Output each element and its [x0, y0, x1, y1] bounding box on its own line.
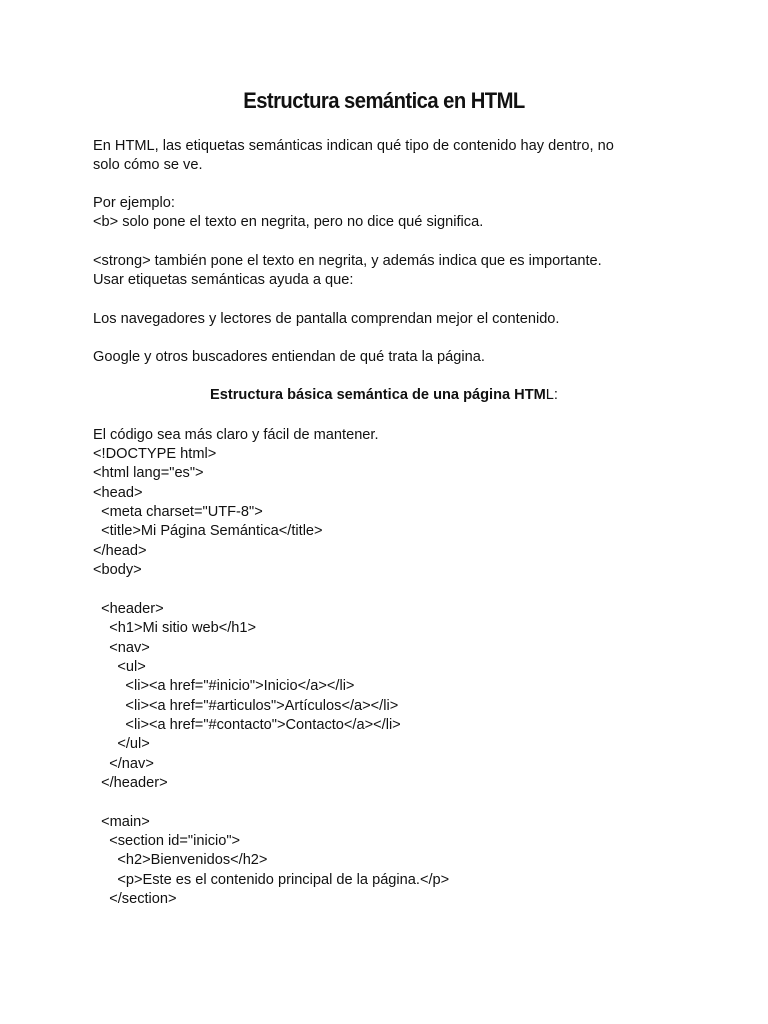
code-line: <ul>	[93, 658, 146, 675]
intro-line-2: solo cómo se ve.	[93, 157, 203, 173]
code-line: <section id="inicio">	[93, 833, 241, 849]
page-title: Estructura semántica en HTML	[243, 88, 525, 113]
example-label: Por ejemplo:	[93, 195, 175, 211]
code-line: <meta charset="UTF-8">	[93, 504, 263, 521]
benefit-3: El código sea más claro y fácil de mantener.	[93, 427, 379, 443]
section-subheading	[0, 387, 768, 403]
code-line: <body>	[93, 562, 142, 579]
code-line: </section>	[93, 891, 177, 908]
code-line: </ul>	[93, 736, 150, 753]
benefit-1: Los navegadores y lectores de pantalla comprendan mejor el contenido.	[93, 311, 560, 327]
subheading-bold: Estructura básica semántica de una página HTM	[210, 387, 546, 403]
intro-line-1: En HTML, las etiquetas semánticas indican qué tipo de contenido hay dentro, no	[93, 138, 614, 154]
code-line: <!DOCTYPE html>	[93, 446, 217, 462]
code-line: <head>	[93, 484, 143, 501]
code-line: </head>	[93, 542, 147, 559]
code-line: <title>Mi Página Semántica</title>	[93, 523, 323, 540]
code-line: <nav>	[93, 639, 150, 656]
code-line: <li><a href="#inicio">Inicio</a></li>	[93, 678, 355, 695]
code-line: </header>	[93, 774, 168, 791]
code-line: <header>	[93, 600, 164, 617]
benefit-2: Google y otros buscadores entiendan de qué trata la página.	[93, 349, 485, 365]
code-line: <p>Este es el contenido principal de la página.</p>	[93, 871, 450, 888]
code-line: <h1>Mi sitio web</h1>	[93, 620, 257, 637]
usage-intro: Usar etiquetas semánticas ayuda a que:	[93, 272, 354, 288]
code-line: </nav>	[93, 755, 154, 772]
code-line: <html lang="es">	[93, 465, 204, 482]
code-line: <h2>Bienvenidos</h2>	[93, 852, 268, 869]
code-line: <li><a href="#articulos">Artículos</a></li>	[93, 697, 399, 714]
code-line: <li><a href="#contacto">Contacto</a></li>	[93, 716, 401, 733]
example-strong: <strong> también pone el texto en negrita, y además indica que es importante.	[93, 253, 602, 269]
example-b: <b> solo pone el texto en negrita, pero no dice qué significa.	[93, 214, 484, 230]
subheading-tail: L:	[545, 387, 558, 403]
code-line: <main>	[93, 813, 150, 830]
